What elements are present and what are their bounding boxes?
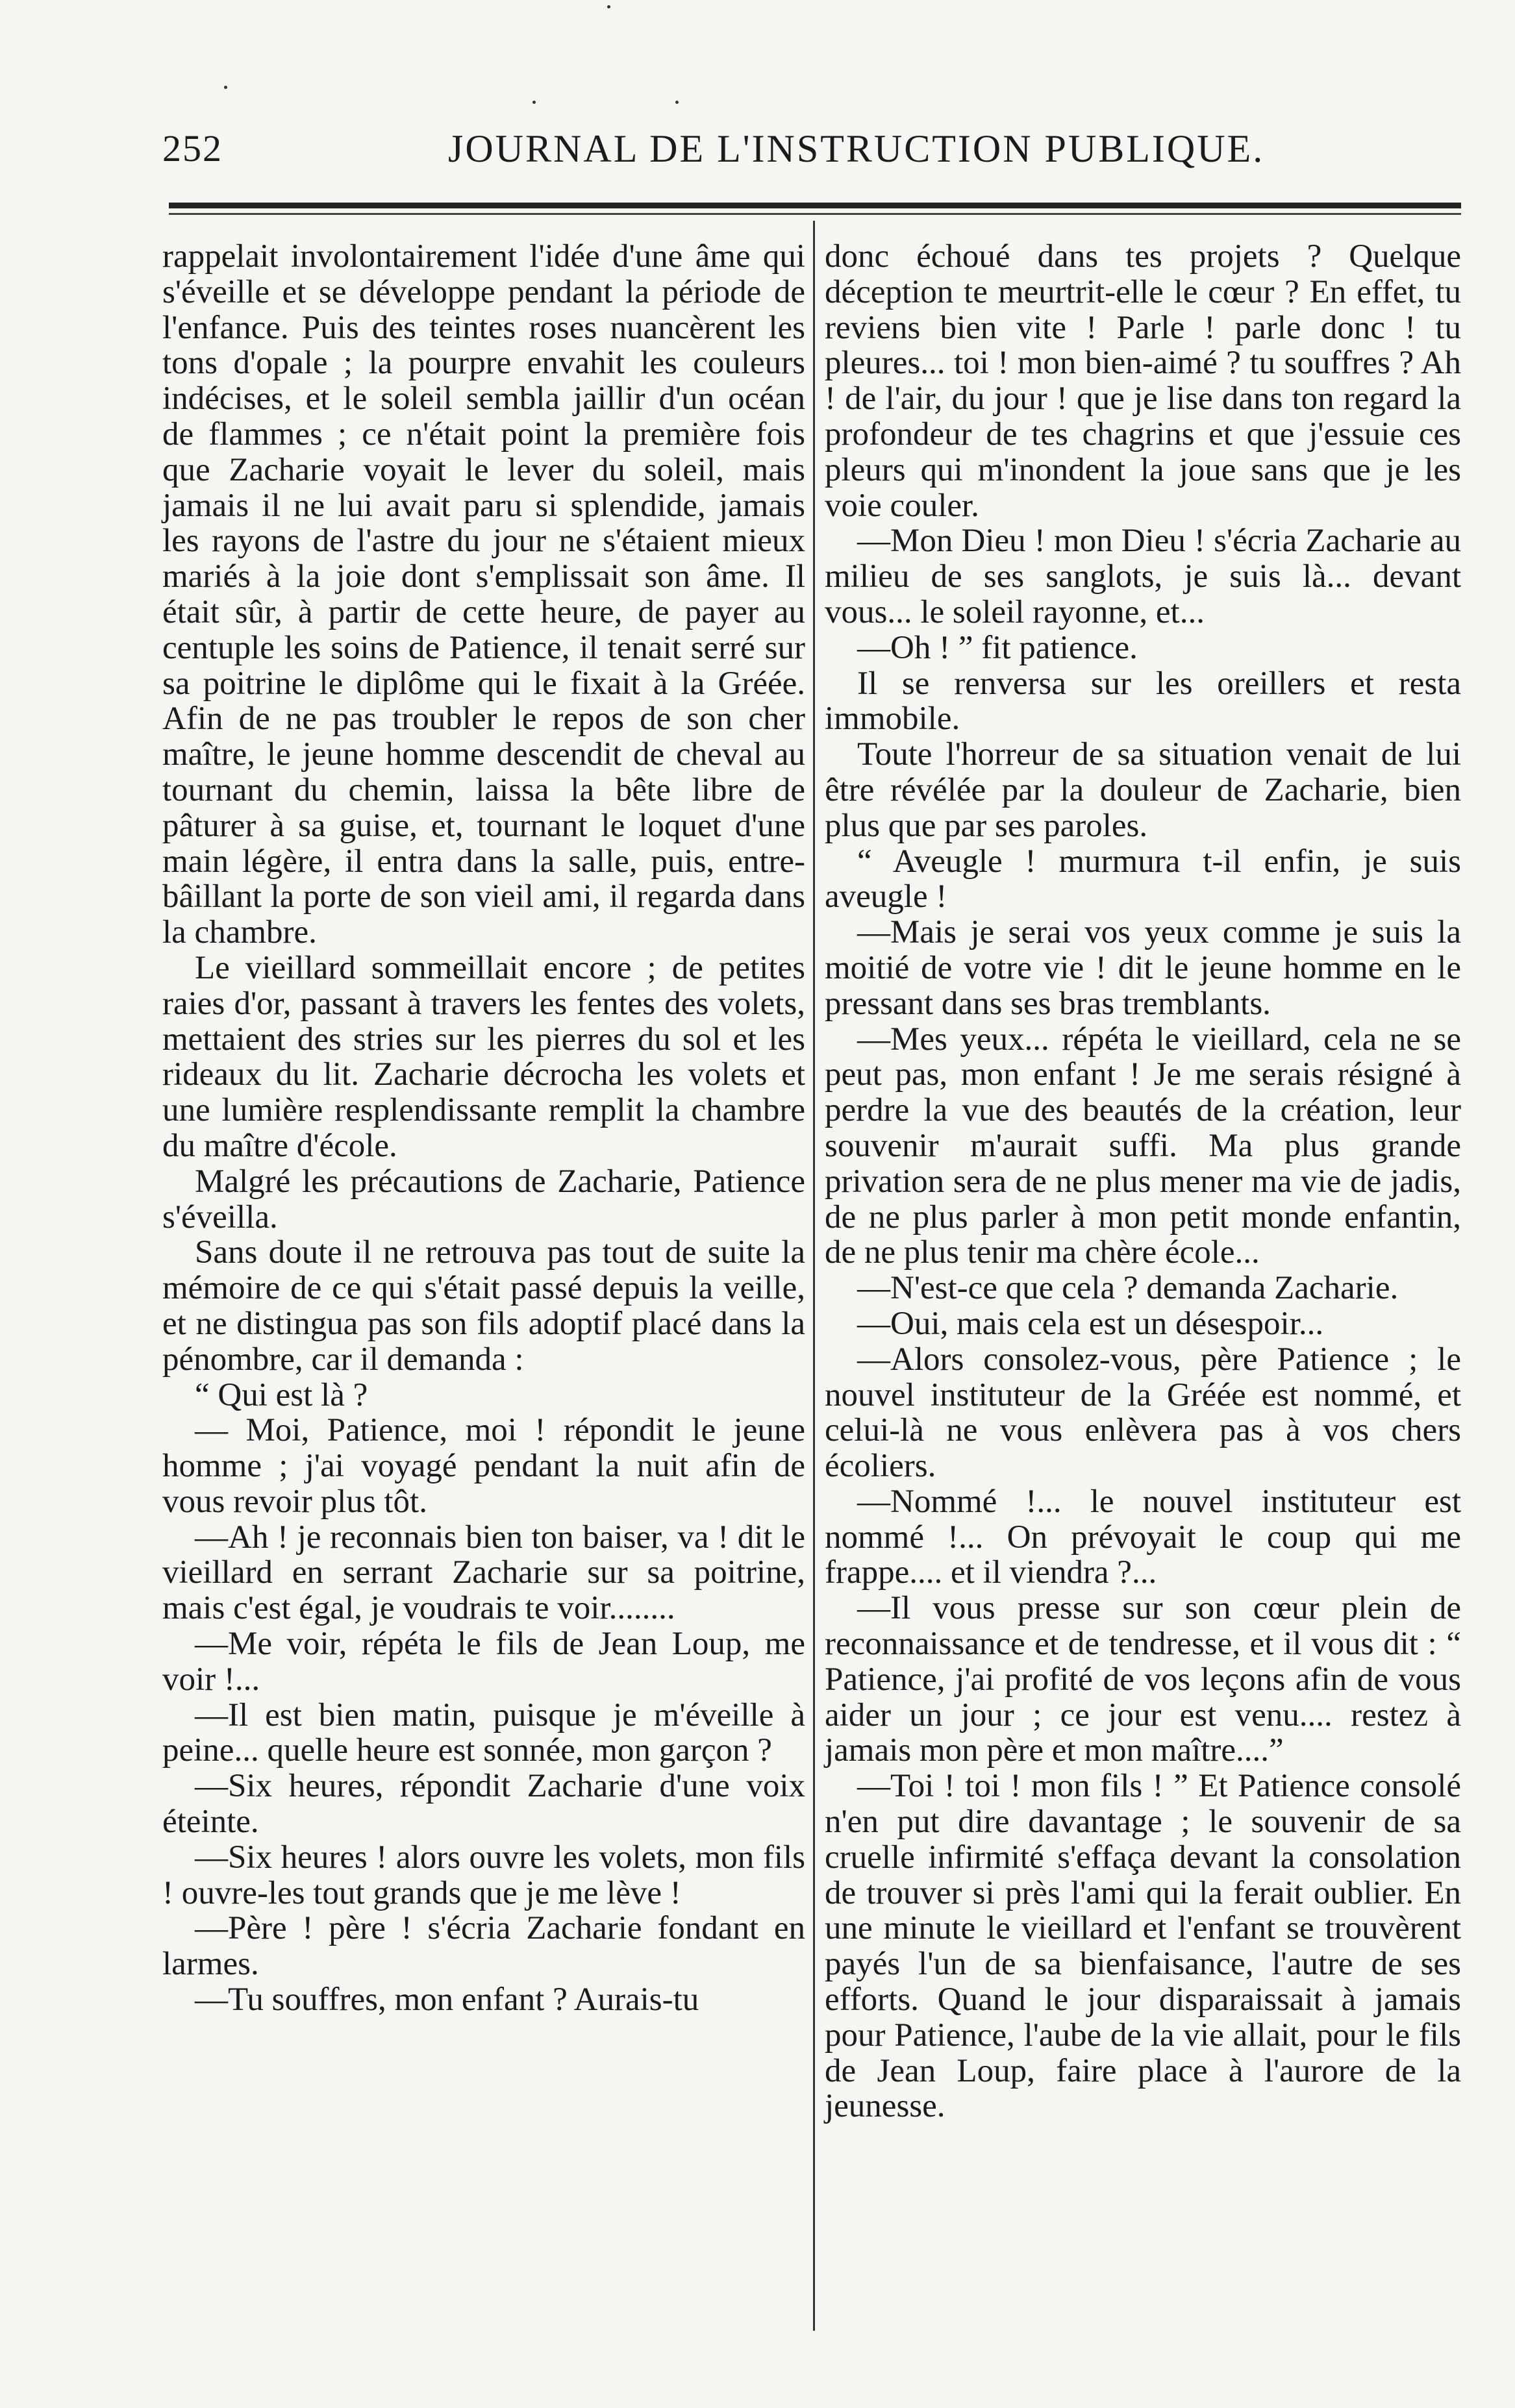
paragraph: —Il vous presse sur son cœur plein de reconnaissance et de tendresse, et il vous dit : “ Patience, j'ai profité de vos leçons afin de vous aider un jour ; ce jour est venu.... restez à jamais mon père et mon maître....” <box>825 1590 1461 1769</box>
paragraph: —Père ! père ! s'écria Zacharie fondant en larmes. <box>162 1910 805 1983</box>
paragraph: —Il est bien matin, puisque je m'éveille à peine... quelle heure est sonnée, mon garçon ? <box>162 1696 805 1769</box>
paragraph: “ Aveugle ! murmura t-il enfin, je suis aveugle ! <box>825 843 1461 915</box>
column-divider <box>813 221 815 2331</box>
right-column <box>825 239 1461 2329</box>
header-rule-thick <box>169 203 1461 208</box>
page-number: 252 <box>162 127 223 169</box>
paragraph: —Oh ! ” fit patience. <box>857 629 1138 666</box>
paragraph: Sans doute il ne retrouva pas tout de suite la mémoire de ce qui s'était passé depuis la veille, et ne distingua pas son fils adoptif placé dans la pénombre, car il demanda : <box>162 1234 805 1378</box>
ink-speck <box>675 101 679 104</box>
paragraph: “ Qui est là ? <box>195 1376 368 1413</box>
paragraph: —Alors consolez-vous, père Patience ; le nouvel instituteur de la Gréée est nommé, et celui-là ne vous enlèvera pas à vos chers écoliers. <box>825 1341 1461 1485</box>
paragraph: Il se renversa sur les oreillers et resta immobile. <box>825 665 1461 738</box>
paragraph: —Mon Dieu ! mon Dieu ! s'écria Zacharie au milieu de ses sanglots, je suis là... devant vous... le soleil rayonne, et... <box>825 523 1461 630</box>
paragraph: — Moi, Patience, moi ! répondit le jeune homme ; j'ai voyagé pendant la nuit afin de vous revoir plus tôt. <box>162 1412 805 1520</box>
paragraph: Malgré les précautions de Zacharie, Patience s'éveilla. <box>162 1163 805 1235</box>
paragraph: —Toi ! toi ! mon fils ! ” Et Patience consolé n'en put dire davantage ; le souvenir de sa cruelle infirmité s'effaça devant la consolation de trouver si près l'ami qui la ferait oublier. En une minute le vieillard et l'enfant se trouvèrent payés l'un de sa bienfaisance, l'autre de ses efforts. Quand le jour disparaissait à jamais pour Patience, l'aube de la vie allait, pour le fils de Jean Loup, faire place à l'aurore de la jeunesse. <box>825 1768 1461 2125</box>
paragraph: —Me voir, répéta le fils de Jean Loup, me voir !... <box>162 1626 805 1698</box>
paragraph: donc échoué dans tes projets ? Quelque déception te meurtrit-elle le cœur ? En effet, tu reviens bien vite ! Parle ! parle donc ! tu pleures... toi ! mon bien-aimé ? tu souffres ? Ah ! de l'air, du jour ! que je lise dans ton regard la profondeur de tes chagrins et que j'essuie ces pleurs qui m'inondent la joue sans que je les voie couler. <box>825 238 1461 524</box>
paragraph: Toute l'horreur de sa situation venait de lui être révélée par la douleur de Zacharie, bien plus que par ses paroles. <box>825 736 1461 844</box>
paragraph: —Six heures ! alors ouvre les volets, mon fils ! ouvre-les tout grands que je me lève ! <box>162 1839 805 1911</box>
paragraph: —Mais je serai vos yeux comme je suis la moitié de votre vie ! dit le jeune homme en le pressant dans ses bras tremblants. <box>825 914 1461 1022</box>
paragraph: —Six heures, répondit Zacharie d'une voix éteinte. <box>162 1768 805 1841</box>
page-header <box>162 127 1455 192</box>
paragraph: —N'est-ce que cela ? demanda Zacharie. <box>857 1270 1399 1307</box>
header-rule-thin <box>169 213 1461 215</box>
paragraph: —Mes yeux... répéta le vieillard, cela ne se peut pas, mon enfant ! Je me serais résigné à perdre la vue des beautés de la création, leur souvenir m'aurait suffi. Ma plus grande privation sera de ne plus mener ma vie de jadis, de ne plus parler à mon petit monde enfantin, de ne plus tenir ma chère école... <box>825 1021 1461 1271</box>
paragraph: Le vieillard sommeillait encore ; de petites raies d'or, passant à travers les fentes des volets, mettaient des stries sur les pierres du sol et les rideaux du lit. Zacharie décrocha les volets et une lumière resplendissante remplit la chambre du maître d'école. <box>162 949 805 1164</box>
journal-title: JOURNAL DE L'INSTRUCTION PUBLIQUE. <box>448 127 1265 170</box>
paragraph: rappelait involontairement l'idée d'une âme qui s'éveille et se développe pendant la période de l'enfance. Puis des teintes roses nuancèrent les tons d'opale ; la pourpre envahit les couleurs indécises, et le soleil sembla jaillir d'un océan de flammes ; ce n'était point la première fois que Zacharie voyait le lever du soleil, mais jamais il ne lui avait paru si splendide, jamais les rayons de l'astre du jour ne s'étaient mieux mariés à la joie dont s'emplissait son âme. Il était sûr, à partir de cette heure, de payer au centuple les soins de Patience, il tenait serré sur sa poitrine le diplôme qui le fixait à la Gréée. Afin de ne pas troubler le repos de son cher maître, le jeune homme descendit de cheval au tournant du chemin, laissa la bête libre de pâturer à sa guise, et, tournant le loquet d'une main légère, il entra dans la salle, puis, entre-bâillant la porte de son vieil ami, il regarda dans la chambre. <box>162 238 805 951</box>
ink-speck <box>224 86 227 89</box>
ink-speck <box>607 5 610 8</box>
paragraph: —Ah ! je reconnais bien ton baiser, va ! dit le vieillard en serrant Zacharie sur sa poitrine, mais c'est égal, je voudrais te voir........ <box>162 1519 805 1627</box>
ink-speck <box>532 101 536 104</box>
paragraph: —Nommé !... le nouvel instituteur est nommé !... On prévoyait le coup qui me frappe.... et il viendra ?... <box>825 1483 1461 1591</box>
paragraph: —Tu souffres, mon enfant ? Aurais-tu <box>195 1981 699 2018</box>
paragraph: —Oui, mais cela est un désespoir... <box>857 1305 1324 1342</box>
left-column <box>162 239 805 2329</box>
